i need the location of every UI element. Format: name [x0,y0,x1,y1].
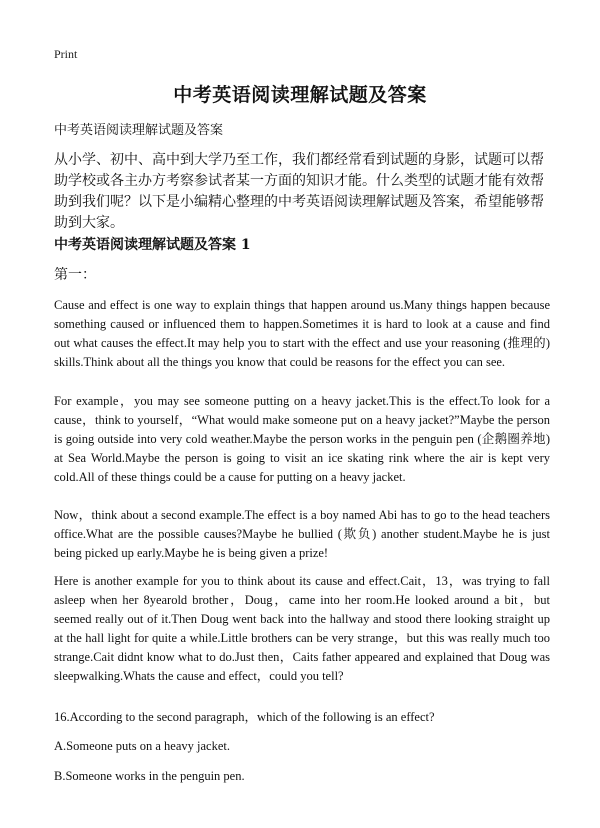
print-link[interactable]: Print [54,47,78,61]
article-subtitle: 中考英语阅读理解试题及答案 [54,123,224,138]
question-16: 16.According to the second paragraph，which of the following is an effect? [54,710,435,724]
option-a: A.Someone puts on a heavy jacket. [54,739,230,753]
reading-paragraph-2: For example，you may see someone putting on a heavy jacket.This is the effect.To look for a cause，think to yourself，“What would make someone put on a heavy jacket?”Maybe the person is going outside into very cold weather.Maybe the person works in the penguin pen (企鹅圈养地) at Sea World.Maybe the person is going to visit an ice skating rink where the air is kept very cold.All of these things could be a cause for putting on a heavy jacket. [54,394,550,484]
page-title: 中考英语阅读理解试题及答案 [173,84,427,106]
reading-paragraph-3: Now，think about a second example.The effect is a boy named Abi has to go to the head teachers office.What are the possible causes?Maybe he bullied (欺负) another student.Maybe he is just being picked up early.Maybe he is being given a prize! [54,508,550,560]
section-heading: 中考英语阅读理解试题及答案 1 [54,237,251,253]
intro-paragraph: 从小学、初中、高中到大学乃至工作，我们都经常看到试题的身影，试题可以帮助学校或各主办方考察参试者某一方面的知识才能。什么类型的试题才能有效帮助到我们呢？以下是小编精心整理的中考英语阅读理解试题及答案，希望能够帮助到大家。 [54,152,544,231]
reading-paragraph-4: Here is another example for you to think about its cause and effect.Cait，13，was trying to fall asleep when her 8yearold brother，Doug，came into her room.He looked around a bit，but seemed really out of it.Then Doug went back into the hallway and stood there looking straight up at the hall light for quite a while.Little brothers can be very strange，but this was really much too strange.Cait didnt know what to do.Just then，Caits father appeared and explained that Doug was sleepwalking.Whats the cause and effect，could you tell? [54,574,550,683]
reading-paragraph-1: Cause and effect is one way to explain things that happen around us.Many things happen because something caused or influenced them to happen.Sometimes it is hard to look at a cause and find out what causes the effect.It may help you to start with the effect and use your reasoning (推理的) skills.Think about all the things you know that could be reasons for the effect you can see. [54,298,550,369]
part-label: 第一： [54,267,96,283]
option-b: B.Someone works in the penguin pen. [54,769,245,783]
